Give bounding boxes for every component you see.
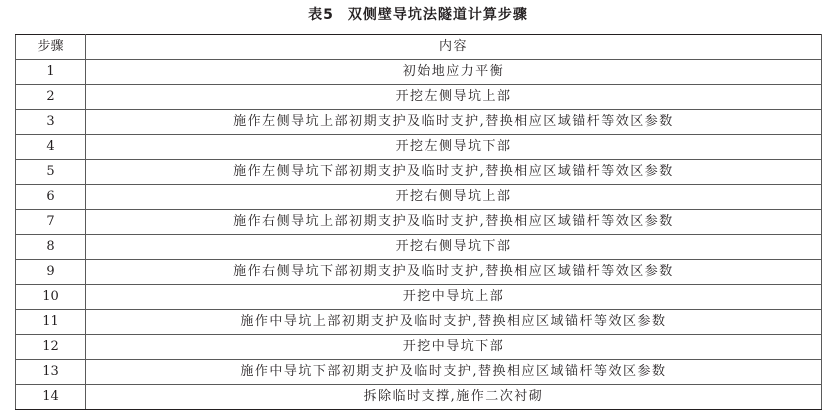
step-number: 13 bbox=[16, 360, 86, 385]
step-number: 2 bbox=[16, 85, 86, 110]
step-number: 3 bbox=[16, 110, 86, 135]
step-number: 5 bbox=[16, 160, 86, 185]
table-row bbox=[16, 335, 822, 360]
table-row bbox=[16, 135, 822, 160]
step-content: 施作左侧导坑下部初期支护及临时支护,替换相应区域锚杆等效区参数 bbox=[86, 160, 822, 185]
table-title: 双侧壁导坑法隧道计算步骤 bbox=[347, 7, 528, 23]
step-number: 8 bbox=[16, 235, 86, 260]
table-row bbox=[16, 285, 822, 310]
table-row bbox=[16, 185, 822, 210]
step-number: 9 bbox=[16, 260, 86, 285]
step-content: 施作中导坑下部初期支护及临时支护,替换相应区域锚杆等效区参数 bbox=[86, 360, 822, 385]
step-content: 开挖右侧导坑上部 bbox=[86, 185, 822, 210]
step-content: 开挖中导坑上部 bbox=[86, 285, 822, 310]
step-content: 施作右侧导坑上部初期支护及临时支护,替换相应区域锚杆等效区参数 bbox=[86, 210, 822, 235]
step-content: 开挖左侧导坑下部 bbox=[86, 135, 822, 160]
step-content: 开挖左侧导坑上部 bbox=[86, 85, 822, 110]
step-number: 14 bbox=[16, 385, 86, 410]
table-row bbox=[16, 360, 822, 385]
step-content: 施作右侧导坑下部初期支护及临时支护,替换相应区域锚杆等效区参数 bbox=[86, 260, 822, 285]
step-number: 12 bbox=[16, 335, 86, 360]
table-caption bbox=[0, 6, 836, 24]
table-row bbox=[16, 260, 822, 285]
table-number: 表5 bbox=[308, 7, 334, 23]
step-content: 初始地应力平衡 bbox=[86, 60, 822, 85]
table-row bbox=[16, 85, 822, 110]
header-content: 内容 bbox=[86, 35, 822, 60]
table-header-row bbox=[16, 35, 822, 60]
table-row bbox=[16, 310, 822, 335]
table-row bbox=[16, 60, 822, 85]
table-row bbox=[16, 210, 822, 235]
table-row bbox=[16, 385, 822, 410]
step-content: 开挖中导坑下部 bbox=[86, 335, 822, 360]
construction-steps-table bbox=[15, 34, 822, 410]
table-row bbox=[16, 160, 822, 185]
step-content: 开挖右侧导坑下部 bbox=[86, 235, 822, 260]
step-number: 10 bbox=[16, 285, 86, 310]
table-row bbox=[16, 235, 822, 260]
step-content: 拆除临时支撑,施作二次衬砌 bbox=[86, 385, 822, 410]
step-number: 4 bbox=[16, 135, 86, 160]
step-content: 施作中导坑上部初期支护及临时支护,替换相应区域锚杆等效区参数 bbox=[86, 310, 822, 335]
table-body bbox=[16, 60, 822, 410]
step-number: 6 bbox=[16, 185, 86, 210]
table-row bbox=[16, 110, 822, 135]
step-number: 1 bbox=[16, 60, 86, 85]
step-content: 施作左侧导坑上部初期支护及临时支护,替换相应区域锚杆等效区参数 bbox=[86, 110, 822, 135]
step-number: 7 bbox=[16, 210, 86, 235]
header-step: 步骤 bbox=[16, 35, 86, 60]
step-number: 11 bbox=[16, 310, 86, 335]
